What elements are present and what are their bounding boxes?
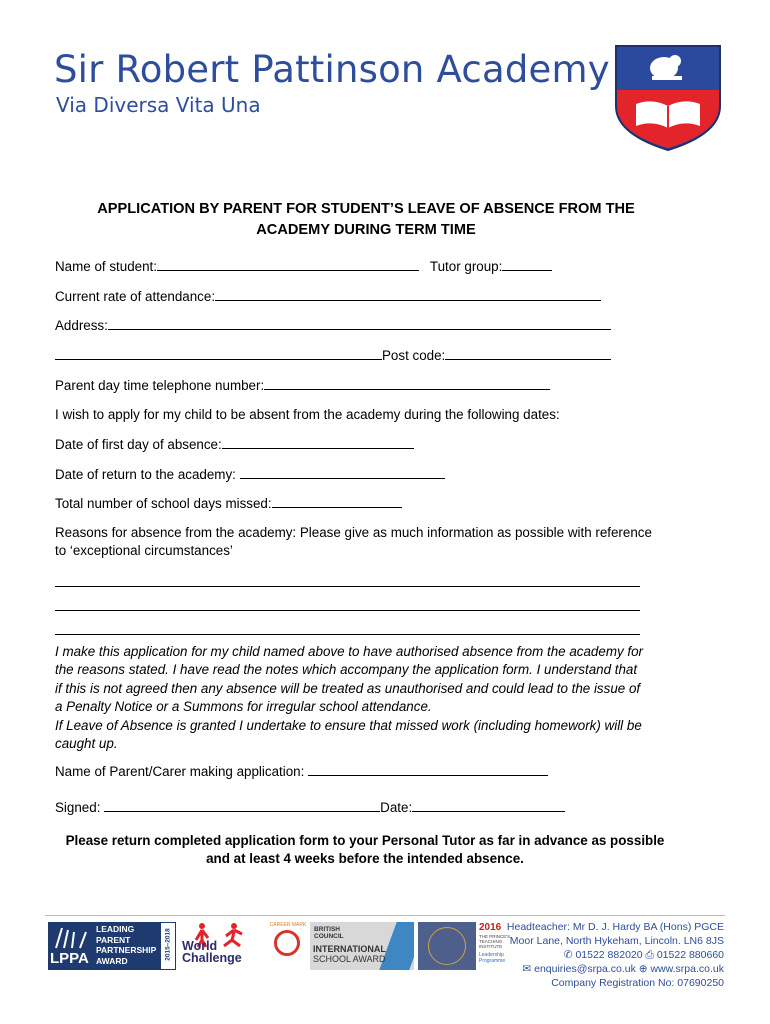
tutor-group-label: Tutor group: — [429, 259, 503, 274]
school-address: Moor Lane, North Hykeham, Lincoln. LN6 8JS — [509, 935, 724, 947]
reasons-line1: Reasons for absence from the academy: Please give as much information as possible with reference — [55, 525, 652, 540]
declaration-line: I make this application for my child named above to have authorised absence from the academy for — [55, 644, 644, 659]
return-date-label: Date of return to the academy: — [55, 467, 236, 482]
days-missed-field[interactable] — [272, 495, 402, 508]
date-field[interactable] — [412, 799, 565, 812]
school-motto: Via Diversa Vita Una — [56, 93, 261, 117]
days-missed-label: Total number of school days missed: — [55, 496, 272, 511]
web-link[interactable]: www.srpa.co.uk — [650, 963, 724, 975]
fax-number: 01522 880660 — [656, 949, 724, 961]
email-icon: ✉ — [522, 963, 535, 975]
address-field[interactable] — [108, 317, 611, 330]
form-title — [60, 199, 672, 241]
student-name-label: Name of student: — [55, 259, 157, 274]
telephone-row — [55, 377, 550, 393]
award-ring-icon — [428, 927, 466, 965]
phone-icon: ✆ — [563, 949, 576, 961]
phone-number: 01522 882020 — [575, 949, 643, 961]
reasons-field-3[interactable] — [55, 634, 640, 635]
first-day-row — [55, 436, 414, 452]
email-link[interactable]: enquiries@srpa.co.uk — [534, 963, 636, 975]
declaration-line: if this is not agreed then any absence will be treated as unauthorised and could lead to the issue of — [55, 680, 641, 696]
apply-text: I wish to apply for my child to be absent from the academy during the following dates: — [55, 407, 560, 422]
pencils-icon — [52, 926, 90, 950]
school-crest-icon — [612, 44, 724, 152]
declaration-line: a Penalty Notice or a Summons for irregular school attendance. — [55, 699, 432, 715]
pti-line: Leadership — [479, 952, 504, 958]
lppa-years-strip — [160, 922, 176, 970]
declaration-line: caught up. — [55, 736, 118, 752]
award-roundel-logo — [418, 922, 476, 970]
lppa-years: 2015–2018 — [164, 928, 172, 961]
attendance-label: Current rate of attendance: — [55, 289, 216, 304]
return-line: Please return completed application form to your Personal Tutor as far in advance as possible — [65, 833, 665, 848]
careermark-ring-icon — [274, 930, 300, 956]
parent-name-row — [55, 763, 548, 779]
lppa-name — [96, 924, 156, 966]
company-registration: Company Registration No: 07690250 — [551, 977, 724, 989]
address-line2-row — [55, 347, 611, 363]
address-label: Address: — [55, 318, 108, 333]
careermark-text: CAREER MARK — [269, 922, 307, 928]
declaration-line: If Leave of Absence is granted I undertake to ensure that missed work (including homework) will be — [55, 717, 642, 733]
footer-divider — [45, 915, 725, 916]
pti-line: THE PRINCE'S — [479, 934, 511, 939]
return-line: and at least 4 weeks before the intended absence. — [206, 851, 524, 867]
first-day-label: Date of first day of absence: — [55, 437, 222, 452]
british-council-name — [314, 926, 344, 940]
isa-line: SCHOOL AWARD — [313, 954, 386, 964]
careermark-logo — [268, 922, 308, 970]
form-title-line1: APPLICATION BY PARENT FOR STUDENT’S LEAVE OF ABSENCE FROM THE — [97, 201, 635, 217]
pti-year: 2016 — [479, 922, 502, 933]
school-name: Sir Robert Pattinson Academy — [54, 48, 610, 91]
bc-line: COUNCIL — [314, 933, 344, 940]
address-row — [55, 317, 611, 333]
bc-line: BRITISH — [314, 926, 340, 933]
declaration-line: the reasons stated. I have read the notes which accompany the application form. I understand that — [55, 662, 638, 678]
signature-field[interactable] — [104, 799, 380, 812]
attendance-row — [55, 288, 601, 304]
pti-line: INSTITUTE — [479, 944, 503, 949]
headteacher: Headteacher: Mr D. J. Hardy BA (Hons) PGCE — [506, 921, 724, 933]
reasons-field-1[interactable] — [55, 586, 640, 587]
parent-name-field[interactable] — [308, 763, 548, 776]
date-label: Date: — [380, 800, 413, 815]
return-date-field[interactable] — [240, 466, 445, 479]
pti-line: TEACHING — [479, 939, 503, 944]
isa-name — [313, 944, 386, 964]
signature-row — [55, 799, 565, 815]
telephone-label: Parent day time telephone number: — [55, 378, 265, 393]
lppa-line: LEADING — [96, 924, 135, 934]
return-date-row — [55, 466, 445, 482]
signed-label: Signed: — [55, 800, 101, 815]
phone-fax-row — [500, 948, 724, 962]
pti-line: Programme — [479, 958, 506, 964]
first-day-field[interactable] — [222, 436, 414, 449]
declaration-text — [55, 643, 695, 753]
lppa-line: AWARD — [96, 955, 128, 966]
tutor-group-field[interactable] — [502, 258, 552, 271]
international-school-award-logo — [310, 922, 414, 970]
days-missed-row — [55, 495, 402, 511]
telephone-field[interactable] — [264, 377, 550, 390]
student-name-field[interactable] — [157, 258, 419, 271]
address-line2-field[interactable] — [55, 347, 382, 360]
reasons-field-2[interactable] — [55, 610, 640, 611]
attendance-field[interactable] — [215, 288, 601, 301]
lppa-line: PARENT — [96, 934, 131, 945]
lppa-award-logo — [48, 922, 176, 970]
reasons-line2: to ‘exceptional circumstances’ — [55, 543, 233, 558]
world-challenge-logo — [180, 922, 266, 970]
wc-line: Challenge — [182, 951, 242, 965]
student-name-row — [55, 258, 552, 274]
lppa-line: PARTNERSHIP — [96, 945, 157, 955]
post-code-field[interactable] — [445, 347, 611, 360]
wc-line: World — [182, 939, 218, 953]
fax-icon: ⎙ — [642, 949, 657, 961]
post-code-label: Post code: — [382, 348, 446, 363]
web-icon: ⊕ — [635, 963, 651, 975]
world-challenge-name — [182, 940, 242, 964]
parent-name-label: Name of Parent/Carer making application: — [55, 764, 305, 779]
form-title-line2: ACADEMY DURING TERM TIME — [256, 222, 476, 238]
return-instructions — [50, 832, 680, 869]
email-web-row — [500, 962, 724, 976]
lppa-abbr: LPPA — [50, 950, 89, 967]
footer-contact — [500, 920, 724, 990]
isa-line: INTERNATIONAL — [313, 944, 386, 954]
